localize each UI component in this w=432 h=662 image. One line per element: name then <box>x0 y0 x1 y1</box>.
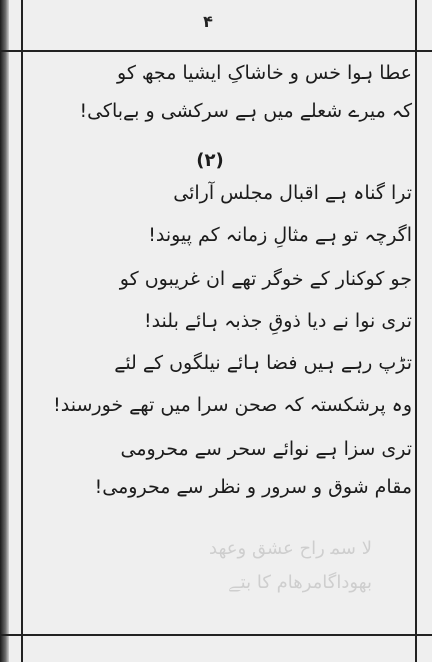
bleed-through-line: ﻻ ﺳﻤ ﺭﺍﺡ ﻋﺸﻖ ﻭﻋﻬﺪ <box>209 538 372 559</box>
opening-verse-2: کہ میرے شعلے میں ہے سرکشی و بےباکی! <box>79 100 412 122</box>
poem-verse-7: تری سزا ہے نوائے سحر سے محرومی <box>120 438 412 460</box>
top-margin-rule <box>0 50 432 52</box>
poem-verse-3: جو کوکنار کے خوگر تھے ان غریبوں کو <box>119 268 412 290</box>
bleed-through-line: ﺑﻬﻮﺩﺍﮔﺎﻣﺮﻫﺎﻡ ﮐﺎ ﺑﺘﮯ <box>228 572 372 593</box>
book-binding-shadow <box>0 0 9 662</box>
poem-verse-2: اگرچہ تو ہے مثالِ زمانہ کم پیوند! <box>148 224 412 246</box>
poem-verse-6: وہ پرشکستہ کہ صحن سرا میں تھے خورسند! <box>53 394 412 416</box>
poem-verse-4: تری نوا نے دیا ذوقِ جذبہ ہائے بلند! <box>143 310 412 332</box>
right-margin-rule <box>415 0 417 662</box>
poem-verse-5: تڑپ رہے ہیں فضا ہائے نیلگوں کے لئے <box>114 352 412 374</box>
opening-verse-1: عطا ہوا خس و خاشاکِ ایشیا مجھ کو <box>117 62 412 84</box>
page-number: ۴ <box>203 12 213 31</box>
poem-verse-8: مقام شوق و سرور و نظر سے محرومی! <box>94 476 412 498</box>
section-number: (۲) <box>196 150 224 171</box>
bottom-margin-rule <box>0 634 432 636</box>
poem-verse-1: ترا گناہ ہے اقبال مجلس آرائی <box>173 182 412 204</box>
left-margin-rule <box>21 0 23 662</box>
